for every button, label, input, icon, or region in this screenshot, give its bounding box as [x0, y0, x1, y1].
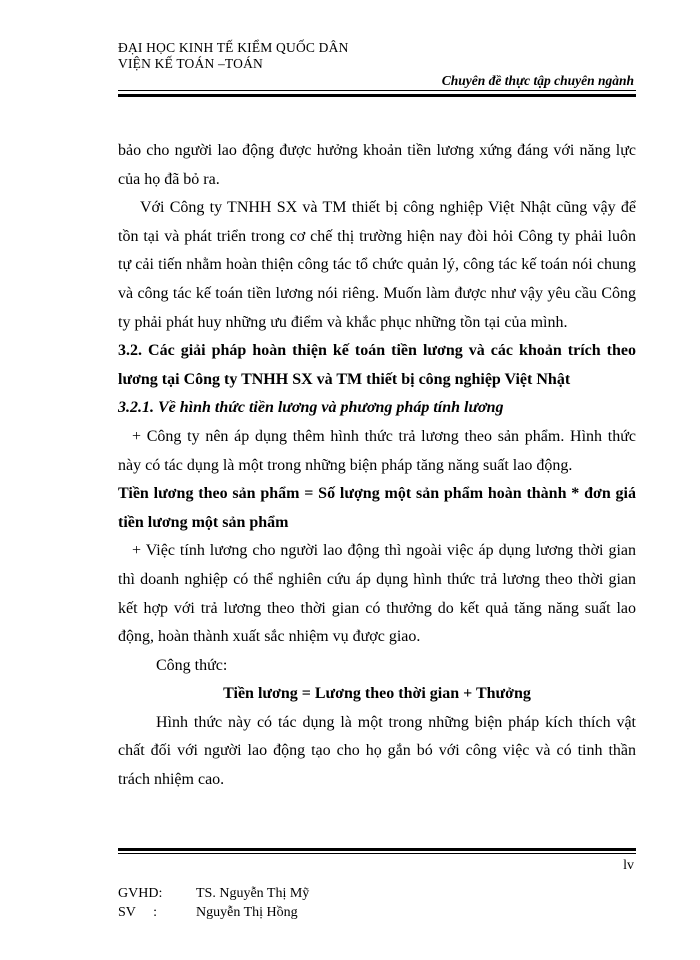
footer-rule-thin: [118, 853, 636, 854]
header-rule-thin: [118, 90, 636, 91]
paragraph-2: Với Công ty TNHH SX và TM thiết bị công nghiệp Việt Nhật cũng vậy để tồn tại và phát triển trong cơ chế thị trường hiện nay đòi hỏi Công ty phải luôn tự cải tiến nhằm hoàn thiện công tác tổ chức quản lý, công tác kế toán nói chung và công tác kế toán tiền lương nói riêng. Muốn làm được như vậy yêu cầu Công ty phải phát huy những ưu điểm và khắc phục những tồn tại của mình.: [118, 199, 636, 331]
paragraph-3: + Công ty nên áp dụng thêm hình thức trả lương theo sản phẩm. Hình thức này có tác dụng là một trong những biện pháp tăng năng suất lao động.: [118, 427, 636, 474]
formula-product-wage: Tiền lương theo sản phẩm = Số lượng một sản phẩm hoàn thành * đơn giá tiền lương một sản phẩm: [118, 485, 636, 531]
page-number: lv: [623, 858, 634, 873]
body-text: [118, 137, 636, 795]
supervisor-name: TS. Nguyễn Thị Mỹ: [196, 886, 310, 901]
document-type: Chuyên đề thực tập chuyên ngành: [441, 73, 634, 88]
section-heading-3-2: 3.2. Các giải pháp hoàn thiện kế toán tiền lương và các khoản trích theo lương tại Công ty TNHH SX và TM thiết bị công nghiệp Việt Nhật: [118, 342, 636, 388]
header-left: [118, 40, 349, 72]
student-line: [118, 903, 309, 922]
university-name: ĐẠI HỌC KINH TẾ KIỂM QUỐC DÂN: [118, 40, 349, 55]
header-rule-thick: [118, 94, 636, 97]
paragraph-5: Hình thức này có tác dụng là một trong những biện pháp kích thích vật chất đối với người lao động tạo cho họ gắn bó với công việc và có tinh thần trách nhiệm cao.: [118, 713, 636, 789]
subsection-heading-3-2-1: 3.2.1. Về hình thức tiền lương và phương pháp tính lương: [118, 399, 504, 417]
supervisor-line: [118, 884, 309, 903]
footer-rule-thick: [118, 848, 636, 851]
institute-name: VIỆN KẾ TOÁN –TOÁN: [118, 56, 263, 71]
footer-info: [118, 884, 309, 922]
student-label: SV :: [118, 905, 158, 920]
supervisor-label: GVHD:: [118, 886, 163, 901]
formula-label: Công thức:: [156, 656, 228, 674]
formula-time-wage: Tiền lương = Lương theo thời gian + Thưởng: [223, 685, 531, 703]
paragraph-1: bảo cho người lao động được hưởng khoản tiền lương xứng đáng với năng lực của họ đã bỏ ra.: [118, 142, 636, 188]
student-name: Nguyễn Thị Hồng: [196, 905, 298, 920]
paragraph-4: + Việc tính lương cho người lao động thì ngoài việc áp dụng lương thời gian thì doanh nghiệp có thể nghiên cứu áp dụng hình thức trả lương theo thời gian kết hợp với trả lương theo thời gian có thưởng do kết quả tăng năng suất lao động, hoàn thành xuất sắc nhiệm vụ được giao.: [118, 542, 636, 646]
